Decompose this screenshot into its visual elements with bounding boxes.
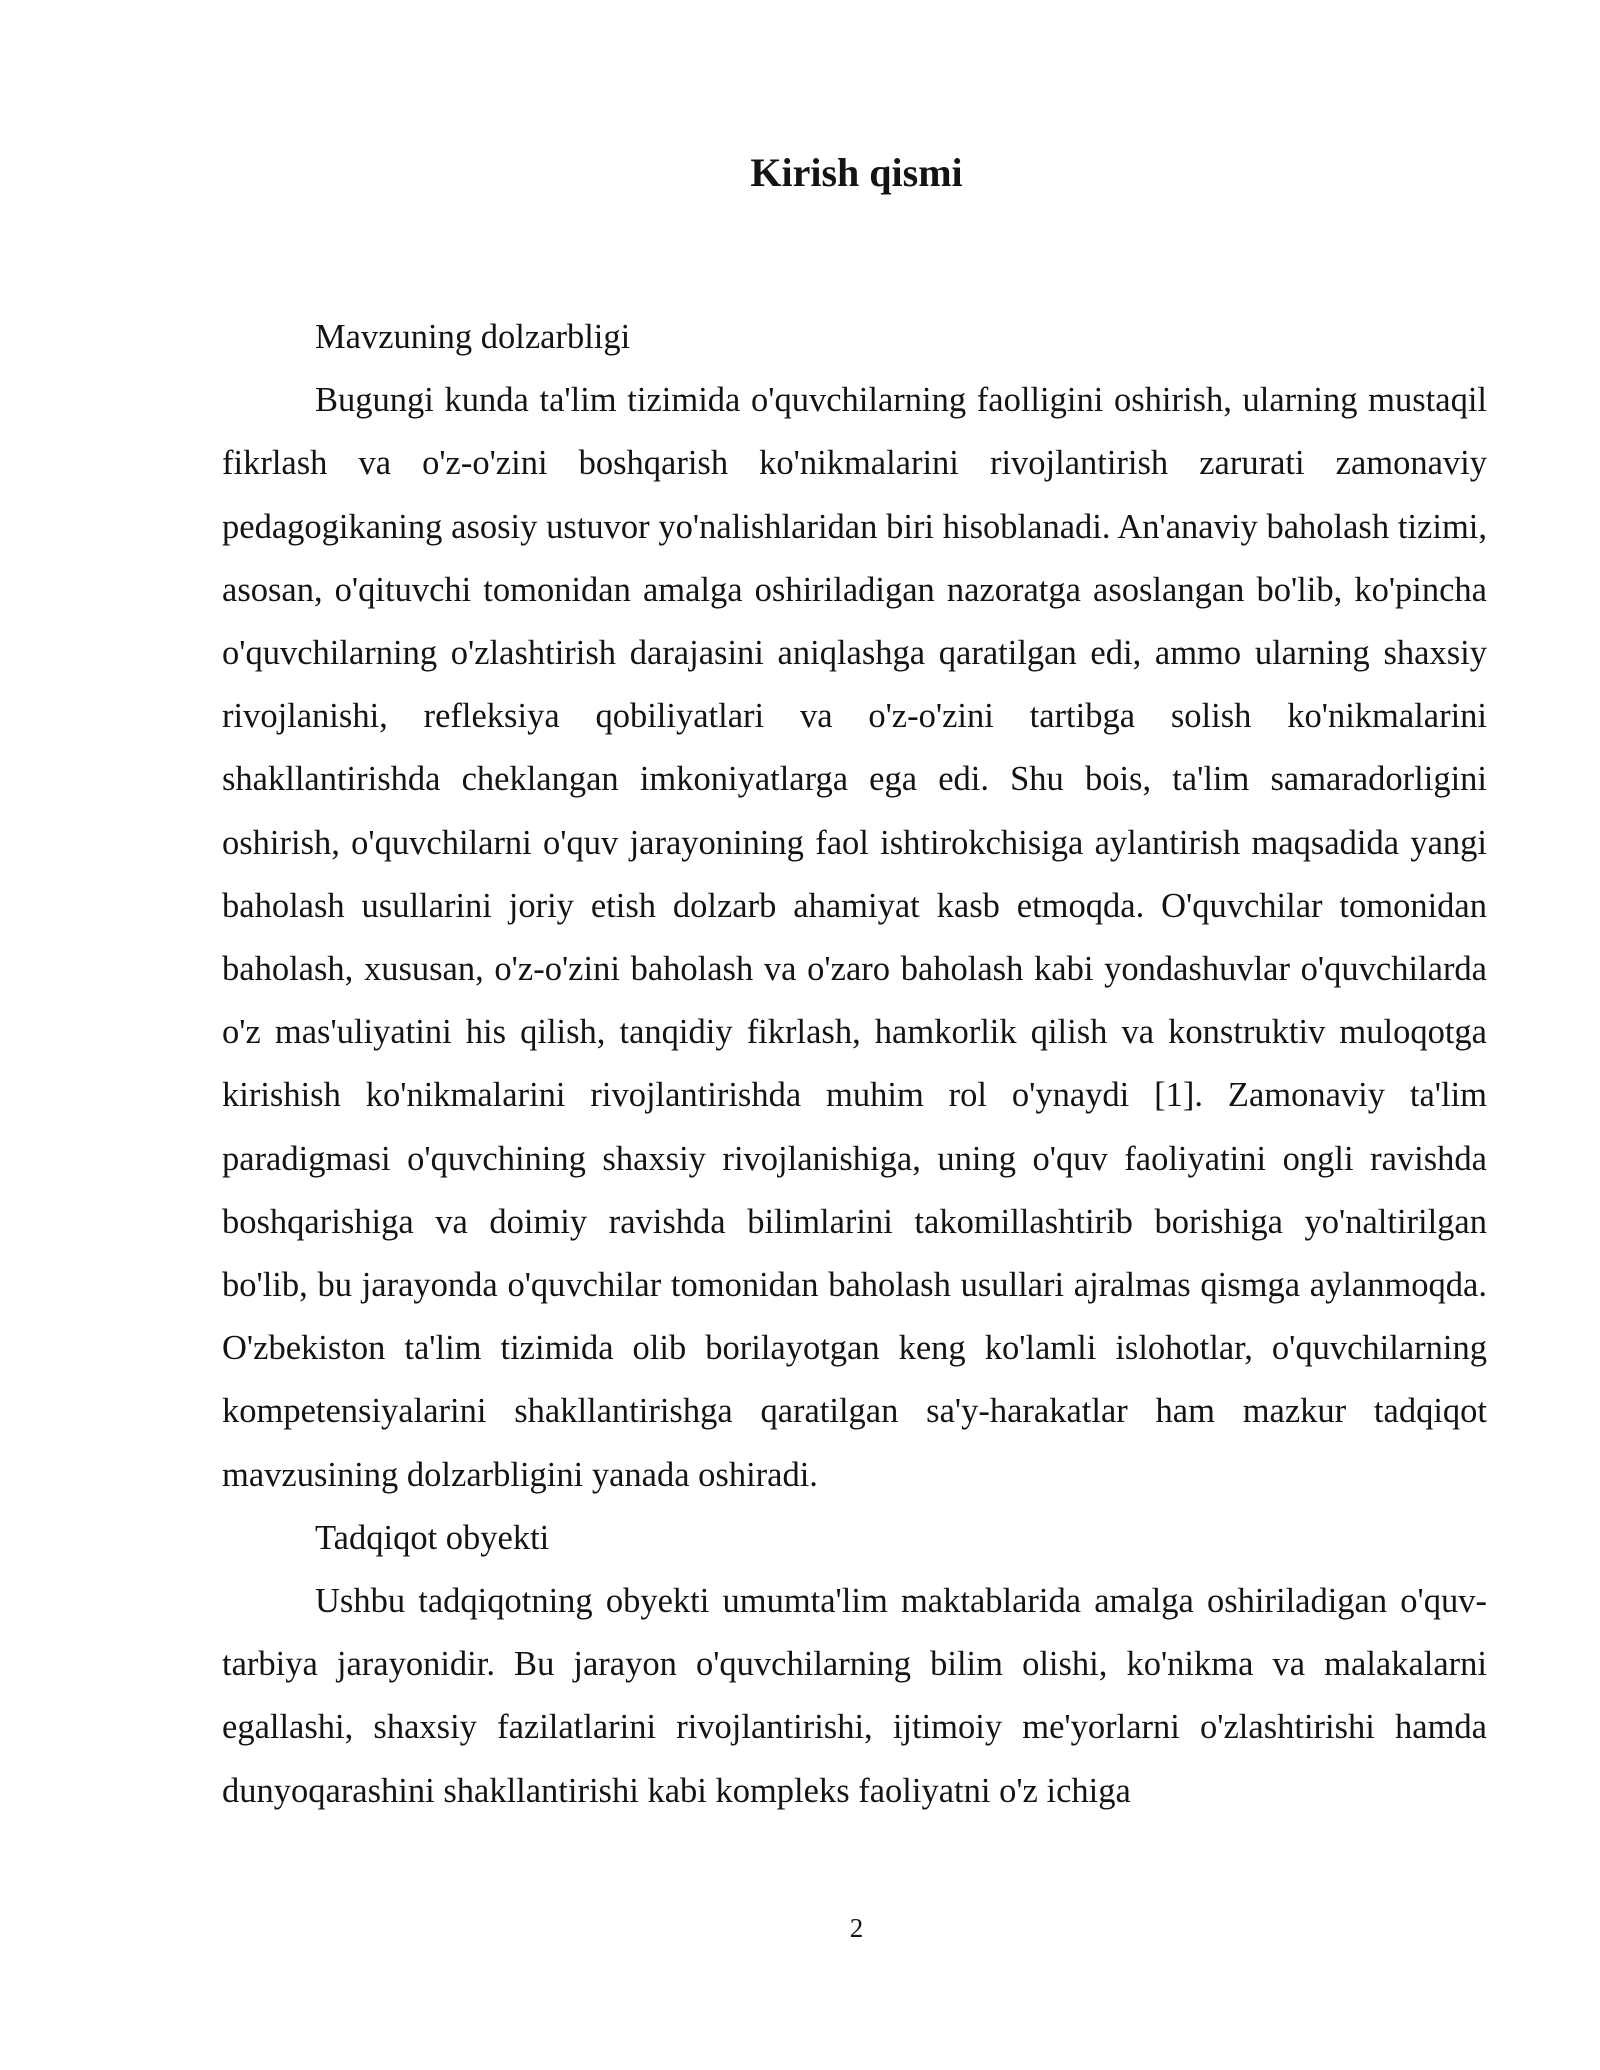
page-title: Kirish qismi — [750, 150, 963, 195]
section-heading-relevance: Mavzuning dolzarbligi — [315, 318, 631, 356]
paragraph-object: Ushbu tadqiqotning obyekti umumta'lim maktablarida amalga oshiriladigan o'quv-tarbiya jarayonidir. Bu jarayon o'quvchilarning bilim olishi, ko'nikma va malakalarni egallashi, shaxsiy fazilatlarini rivojlantirishi, ijtimoiy me'yorlarni o'zlashtirishi hamda dunyoqarashini shakllantirishi kabi kompleks faoliyatni o'z ichiga — [222, 1582, 1487, 1810]
section-heading-object: Tadqiqot obyekti — [315, 1518, 550, 1557]
paragraph-relevance: Bugungi kunda ta'lim tizimida o'quvchilarning faolligini oshirish, ularning mustaqil fikrlash va o'z-o'zini boshqarish ko'nikmalarini rivojlantirish zarurati zamonaviy pedagogikaning asosiy ustuvor yo'nalishlaridan biri hisoblanadi. An'anaviy baholash tizimi, asosan, o'qituvchi tomonidan amalga oshiriladigan nazoratga asoslangan bo'lib, ko'pincha o'quvchilarning o'zlashtirish darajasini aniqlashga qaratilgan edi, ammo ularning shaxsiy rivojlanishi, refleksiya qobiliyatlari va o'z-o'zini tartibga solish ko'nikmalarini shakllantirishda cheklangan imkoniyatlarga ega edi. Shu bois, ta'lim samaradorligini oshirish, o'quvchilarni o'quv jarayonining faol ishtirokchisiga aylantirish maqsadida yangi baholash usullarini joriy etish dolzarb ahamiyat kasb etmoqda. O'quvchilar tomonidan baholash, xususan, o'z-o'zini baholash va o'zaro baholash kabi yondashuvlar o'quvchilarda o'z mas'uliyatini his qilish, tanqidiy fikrlash, hamkorlik qilish va konstruktiv muloqotga kirishish ko'nikmalarini rivojlantirishda muhim rol o'ynaydi [1]. Zamonaviy ta'lim paradigmasi o'quvchining shaxsiy rivojlanishiga, uning o'quv faoliyatini ongli ravishda boshqarishiga va doimiy ravishda bilimlarini takomillashtirib borishiga yo'naltirilgan bo'lib, bu jarayonda o'quvchilar tomonidan baholash usullari ajralmas qismga aylanmoqda. O'zbekiston ta'lim tizimida olib borilayotgan keng ko'lamli islohotlar, o'quvchilarning kompetensiyalarini shakllantirishga qaratilgan sa'y-harakatlar ham mazkur tadqiqot mavzusining dolzarbligini yanada oshiradi. — [222, 381, 1487, 1494]
page-number: 2 — [849, 1913, 864, 1943]
body-text — [222, 306, 1487, 1823]
